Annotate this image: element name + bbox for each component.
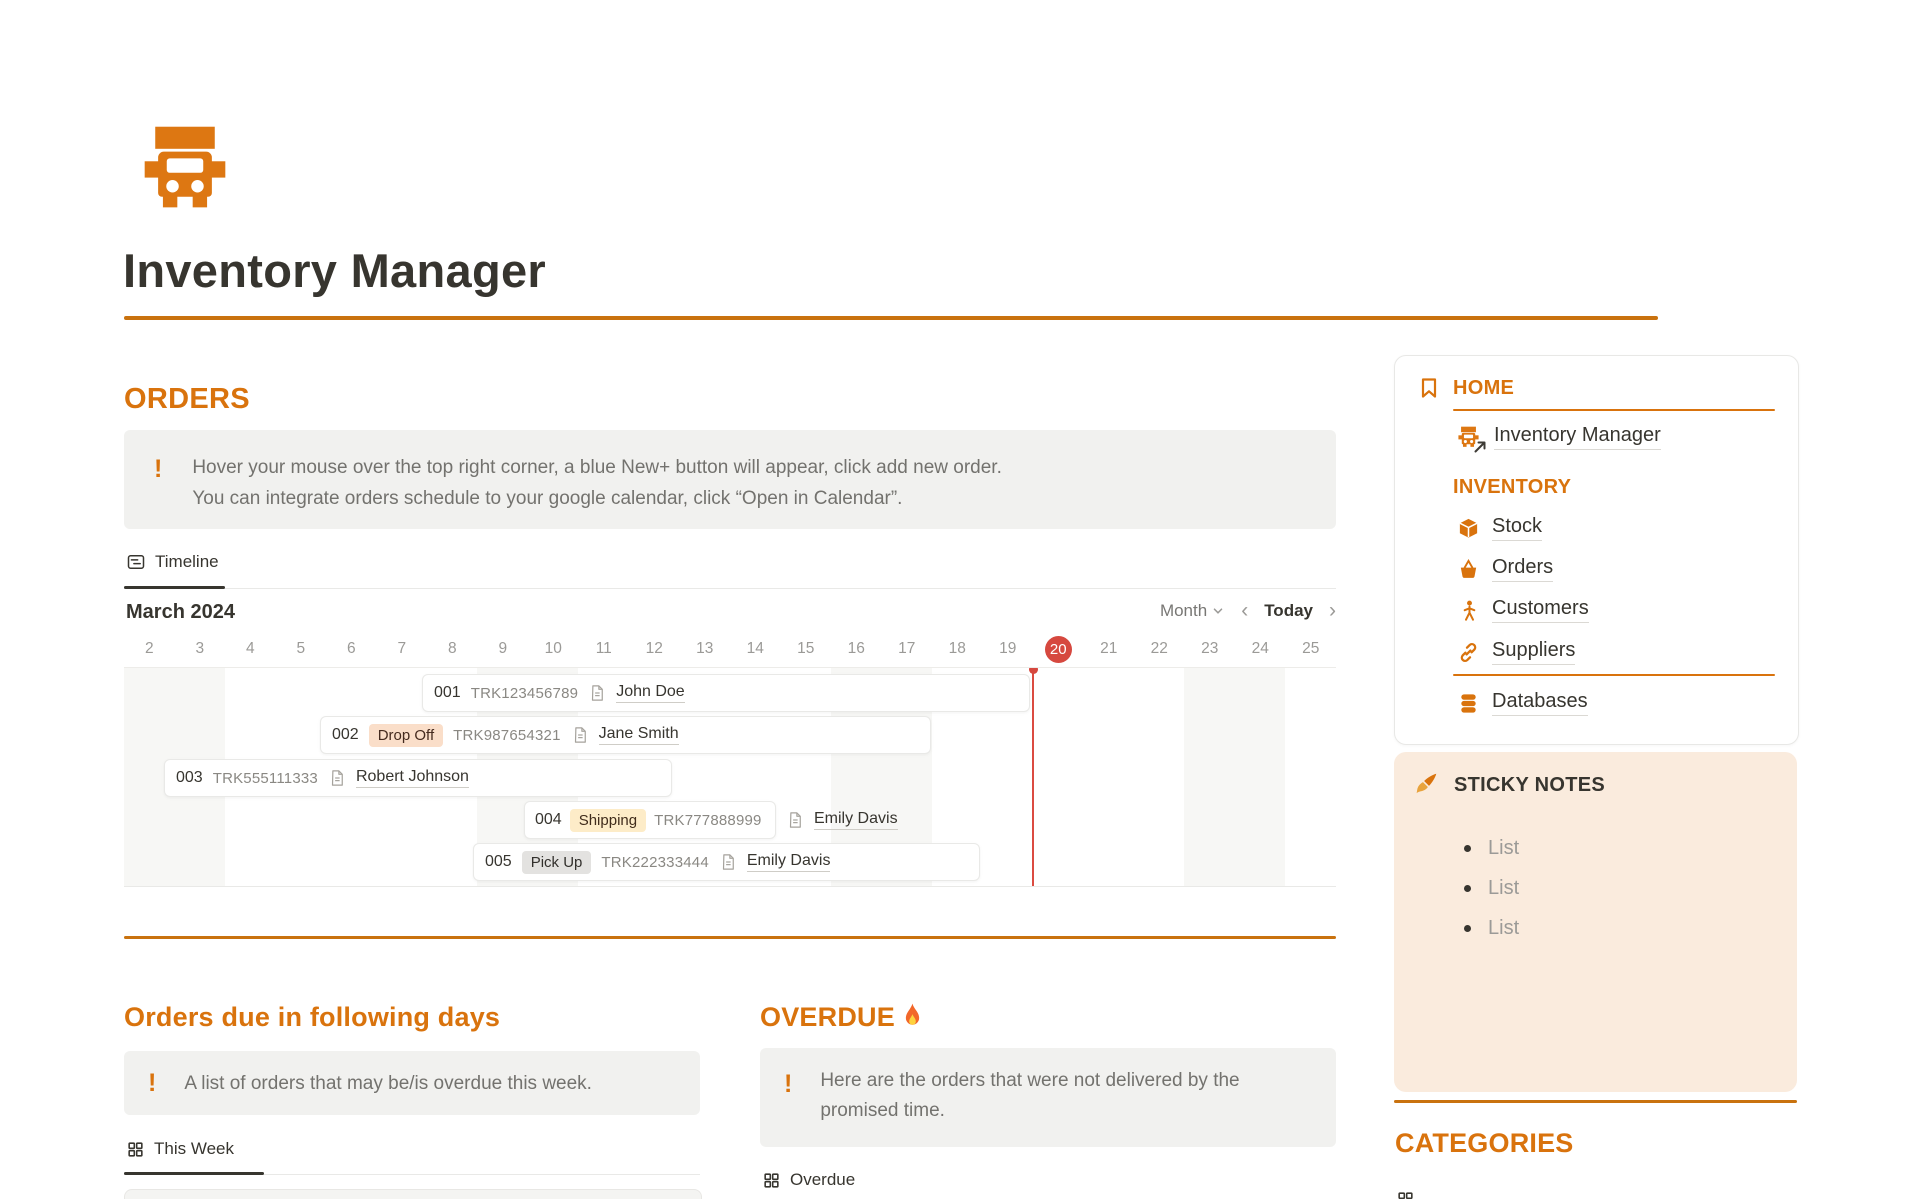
page-doc-icon	[786, 811, 804, 829]
paintbrush-icon	[1410, 770, 1440, 800]
home-heading: HOME	[1453, 376, 1515, 399]
day-cell: 18	[948, 640, 966, 657]
day-cell: 17	[898, 640, 916, 657]
tab-overdue[interactable]	[762, 1170, 855, 1190]
bullet-icon	[1464, 925, 1471, 932]
tab-timeline[interactable]	[126, 552, 219, 572]
order-tracking: TRK777888999	[654, 811, 762, 829]
basket-icon	[1457, 558, 1480, 581]
sidebar-item-orders[interactable]	[1457, 556, 1553, 582]
list-item	[1464, 917, 1519, 940]
exclamation-icon: !	[784, 1070, 793, 1098]
sidebar-link-label: Suppliers	[1492, 639, 1575, 665]
overdue-callout-text: Here are the orders that were not delivered by the promised time.	[820, 1070, 1240, 1121]
sidebar-divider	[1453, 674, 1775, 676]
sidebar-item-stock[interactable]	[1457, 515, 1542, 541]
status-badge: Drop Off	[369, 724, 443, 747]
day-cell: 14	[746, 640, 764, 657]
tab-active-underline	[124, 586, 225, 589]
bookmark-icon	[1417, 376, 1441, 400]
title-divider	[124, 316, 1658, 320]
order-card-004[interactable]	[524, 801, 776, 839]
list-item	[1464, 837, 1519, 860]
day-cell: 16	[847, 640, 865, 657]
sidebar-item-customers[interactable]	[1459, 597, 1589, 623]
day-cell: 22	[1150, 640, 1168, 657]
tab-this-week-label: This Week	[154, 1139, 234, 1158]
table-row-partial	[124, 1189, 702, 1199]
order-tracking: TRK555111333	[212, 769, 318, 787]
status-badge: Pick Up	[522, 851, 592, 874]
day-cell: 6	[346, 640, 356, 657]
table-view-icon	[126, 1140, 145, 1159]
table-view-icon-partial	[1396, 1190, 1415, 1199]
timeline-controls	[1124, 600, 1336, 621]
day-cell: 9	[498, 640, 508, 657]
day-cell-today	[1033, 634, 1084, 664]
link-icon	[1457, 641, 1480, 664]
next-button[interactable]: ›	[1329, 599, 1336, 622]
page-title: Inventory Manager	[123, 244, 546, 297]
tab-active-underline	[124, 1172, 264, 1175]
order-person-link[interactable]: Emily Davis	[747, 852, 831, 872]
categories-heading: CATEGORIES	[1395, 1128, 1574, 1158]
tabbar-border	[124, 588, 1336, 589]
timeline-date-row	[124, 634, 1336, 664]
scale-select[interactable]	[1160, 601, 1225, 621]
section-divider	[124, 936, 1336, 939]
sidebar-bottom-divider	[1394, 1100, 1797, 1103]
package-icon	[1457, 517, 1480, 540]
day-cell: 11	[595, 640, 612, 657]
order-id: 002	[332, 726, 359, 743]
today-line	[1032, 668, 1034, 886]
timeline-month-label: March 2024	[126, 601, 235, 623]
day-cell: 2	[144, 640, 154, 657]
sticky-notes-card	[1394, 752, 1797, 1092]
truck-link-icon	[1455, 425, 1482, 449]
order-person-link[interactable]: Emily Davis	[814, 810, 898, 830]
sticky-heading-row	[1410, 770, 1605, 800]
truck-page-icon[interactable]	[135, 120, 235, 216]
list-item-label: List	[1488, 877, 1520, 899]
status-badge: Shipping	[570, 809, 646, 832]
overdue-heading-row	[760, 1002, 926, 1033]
database-icon	[1457, 692, 1480, 715]
weekend-band	[1184, 668, 1285, 886]
page-doc-icon	[719, 853, 737, 871]
person-icon	[1459, 599, 1480, 622]
day-cell: 10	[544, 640, 562, 657]
sidebar-link-label: Customers	[1492, 597, 1589, 623]
tab-overdue-label: Overdue	[790, 1170, 856, 1189]
order-person-link[interactable]: John Doe	[616, 683, 685, 703]
today-button[interactable]: Today	[1264, 600, 1313, 620]
overdue-callout	[760, 1048, 1336, 1147]
sidebar-link-label: Stock	[1492, 515, 1542, 541]
list-item-label: List	[1488, 917, 1520, 939]
timeline-view-icon	[126, 552, 146, 572]
sidebar-item-databases[interactable]	[1457, 690, 1588, 716]
today-line-dot	[1029, 667, 1038, 674]
list-item	[1464, 877, 1519, 900]
day-cell: 24	[1251, 640, 1269, 657]
overdue-heading: OVERDUE	[760, 1002, 895, 1032]
sidebar-nav-card	[1394, 355, 1799, 745]
day-cell: 23	[1201, 640, 1219, 657]
order-tracking: TRK987654321	[453, 726, 561, 744]
page-doc-icon	[328, 769, 346, 787]
list-item-label: List	[1488, 837, 1520, 859]
day-cell: 12	[645, 640, 663, 657]
bullet-icon	[1464, 885, 1471, 892]
prev-button[interactable]: ‹	[1241, 599, 1249, 622]
day-cell: 19	[999, 640, 1017, 657]
home-heading-row	[1417, 376, 1514, 400]
day-cell: 5	[296, 640, 306, 657]
day-cell: 13	[696, 640, 714, 657]
chevron-down-icon	[1211, 604, 1225, 618]
orders-callout	[124, 430, 1336, 529]
bullet-icon	[1464, 845, 1471, 852]
scale-select-label: Month	[1159, 600, 1208, 620]
due-heading: Orders due in following days	[124, 1002, 501, 1032]
day-cell: 15	[797, 640, 815, 657]
today-date-badge: 20	[1045, 636, 1072, 663]
sidebar-link-label: Orders	[1492, 556, 1553, 582]
order-card-002[interactable]	[320, 716, 931, 754]
orders-heading: ORDERS	[124, 383, 250, 415]
fire-icon	[899, 1002, 926, 1033]
due-callout	[124, 1051, 700, 1115]
exclamation-icon: !	[148, 1068, 157, 1097]
table-view-icon	[762, 1171, 781, 1190]
order-person-link[interactable]: Robert Johnson	[356, 768, 469, 788]
sidebar-link-label: Databases	[1492, 690, 1588, 716]
due-callout-text: A list of orders that may be/is overdue this week.	[184, 1072, 592, 1094]
day-cell: 21	[1100, 640, 1118, 657]
order-card-004-overflow[interactable]	[786, 801, 898, 839]
sticky-heading: STICKY NOTES	[1454, 773, 1606, 796]
order-card-005[interactable]	[473, 843, 980, 881]
order-card-001[interactable]	[422, 674, 1030, 712]
exclamation-icon: !	[154, 455, 163, 483]
timeline-grid	[124, 667, 1336, 887]
day-cell: 4	[245, 640, 255, 657]
page-doc-icon	[571, 726, 589, 744]
order-tracking: TRK222333444	[601, 853, 709, 871]
order-id: 001	[434, 684, 461, 701]
order-id: 004	[535, 811, 562, 828]
sidebar-item-inventory-manager[interactable]	[1455, 424, 1661, 450]
sidebar-link-label: Inventory Manager	[1494, 424, 1661, 450]
orders-callout-line2: You can integrate orders schedule to your google calendar, click “Open in Calendar”.	[192, 488, 903, 509]
inventory-heading: INVENTORY	[1453, 476, 1572, 498]
sidebar-divider	[1453, 409, 1775, 411]
tab-timeline-label: Timeline	[155, 552, 219, 571]
order-person-link[interactable]: Jane Smith	[599, 725, 679, 745]
order-id: 003	[176, 769, 203, 786]
day-cell: 3	[195, 640, 205, 657]
day-cell: 25	[1302, 640, 1320, 657]
tab-this-week[interactable]	[126, 1139, 234, 1159]
sidebar-item-suppliers[interactable]	[1457, 639, 1575, 665]
order-card-003[interactable]	[164, 759, 672, 797]
day-cell: 7	[397, 640, 407, 657]
page-doc-icon	[588, 684, 606, 702]
orders-callout-line1: Hover your mouse over the top right corner, a blue New+ button will appear, click add new order.	[192, 457, 1002, 478]
order-id: 005	[485, 853, 512, 870]
order-tracking: TRK123456789	[470, 684, 579, 702]
day-cell: 8	[447, 640, 457, 657]
